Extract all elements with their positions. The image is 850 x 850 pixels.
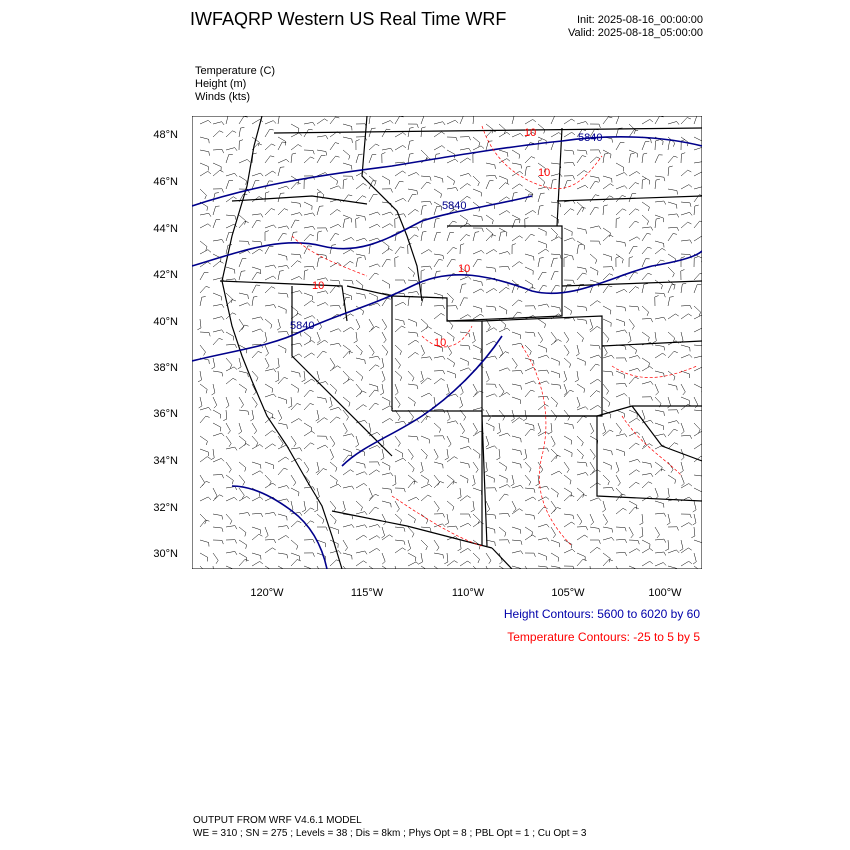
lat-label: 40°N: [153, 316, 178, 328]
lat-label: 30°N: [153, 548, 178, 560]
temperature-legend: Temperature Contours: -25 to 5 by 5: [507, 630, 700, 644]
lat-label: 48°N: [153, 129, 178, 141]
temperature-label: 10: [312, 280, 325, 292]
valid-time: Valid: 2025-08-18_05:00:00: [568, 27, 703, 39]
height-label: 5840: [578, 132, 603, 144]
temperature-label: 10: [538, 167, 551, 179]
height-legend: Height Contours: 5600 to 6020 by 60: [503, 607, 700, 621]
lat-label: 34°N: [153, 455, 178, 467]
temperature-label: 10: [434, 337, 447, 349]
temperature-label: 10: [458, 263, 471, 275]
height-label: 5840: [442, 200, 467, 212]
lon-label: 120°W: [250, 587, 284, 599]
field-height: Height (m): [195, 78, 247, 90]
lat-label: 44°N: [153, 223, 178, 235]
lon-label: 100°W: [648, 587, 682, 599]
lat-label: 36°N: [153, 408, 178, 420]
lon-label: 105°W: [551, 587, 585, 599]
weather-map: [192, 116, 702, 569]
lat-label: 32°N: [153, 502, 178, 514]
height-label: 5840: [290, 320, 315, 332]
lat-label: 38°N: [153, 362, 178, 374]
lon-label: 110°W: [451, 587, 485, 599]
temperature-label: 10: [524, 127, 537, 139]
init-time: Init: 2025-08-16_00:00:00: [577, 14, 703, 26]
lat-label: 42°N: [153, 269, 178, 281]
map-title: IWFAQRP Western US Real Time WRF: [190, 9, 507, 29]
lat-label: 46°N: [153, 176, 178, 188]
lon-label: 115°W: [350, 587, 384, 599]
footer-settings: WE = 310 ; SN = 275 ; Levels = 38 ; Dis = 8km ; Phys Opt = 8 ; PBL Opt = 1 ; Cu Opt = 3: [193, 828, 587, 839]
field-winds: Winds (kts): [195, 91, 250, 103]
footer-model: OUTPUT FROM WRF V4.6.1 MODEL: [193, 815, 362, 826]
field-temperature: Temperature (C): [195, 65, 276, 77]
